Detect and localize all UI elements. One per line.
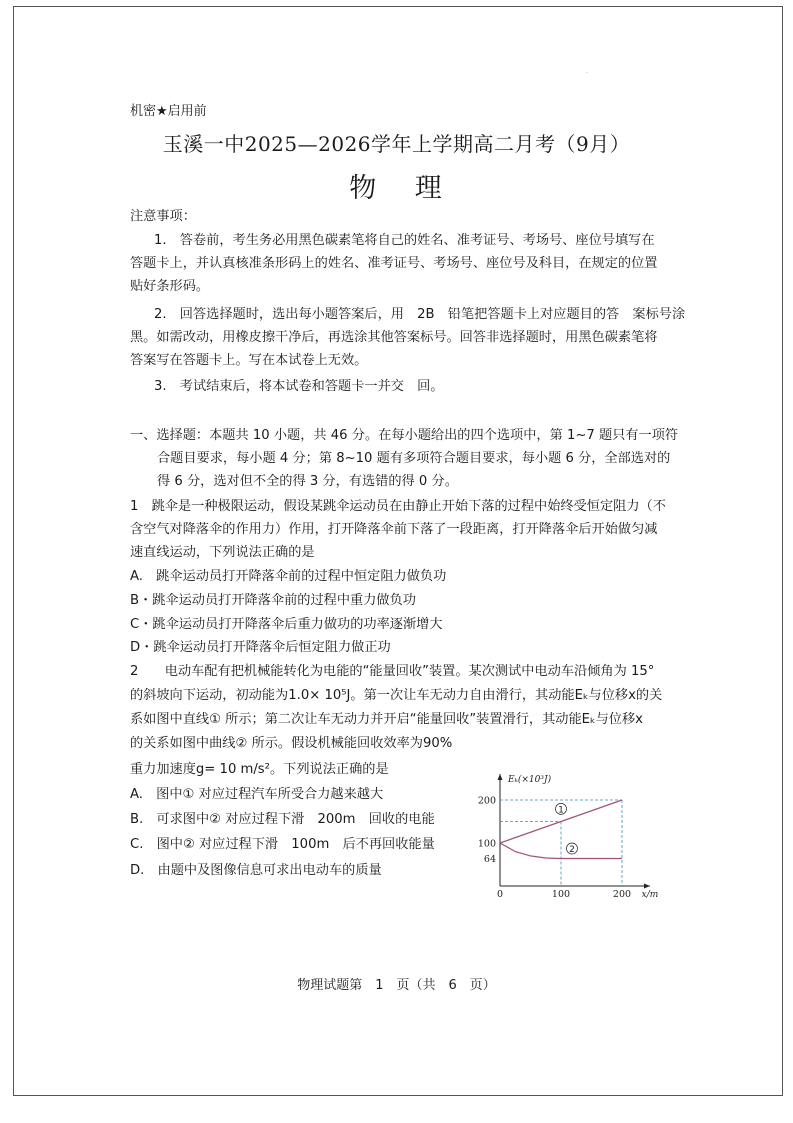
- x-tick-label: 200: [612, 889, 632, 898]
- question-1-stem: 1 跳伞是一种极限运动，假设某跳伞运动员在由静止开始下落的过程中始终受恒定阻力（不: [130, 499, 666, 514]
- exam-title: 玉溪一中2025—2026学年上学期高二月考（9月）: [162, 132, 631, 156]
- notice-line: 贴好条形码。: [130, 279, 210, 294]
- notice-line: 黑。如需改动，用橡皮擦干净后，再选涂其他答案标号。回答非选择题时，用黑色碳素笔将: [130, 330, 658, 345]
- y-tick-label: 100: [477, 838, 496, 850]
- y-tick-label: 64: [483, 853, 496, 865]
- notice-line: 答题卡上，并认真核准条形码上的姓名、准考证号、考场号、座位号及科目，在规定的位置: [130, 256, 658, 271]
- question-1-option-a: A. 跳伞运动员打开降落伞前的过程中恒定阻力做负功: [130, 569, 447, 584]
- notice-line: 3. 考试结束后，将本试卷和答题卡一并交 回。: [154, 379, 444, 394]
- question-1-option-d: D・跳伞运动员打开降落伞后恒定阻力做正功: [130, 640, 391, 655]
- series-label-2: 2: [569, 844, 575, 855]
- series-line-2: [500, 843, 622, 859]
- y-tick-label: 200: [477, 795, 496, 807]
- question-2-stem: 的关系如图中曲线② 所示。假设机械能回收效率为90%: [130, 736, 453, 751]
- notice-line: 2. 回答选择题时，选出每小题答案后，用 2B 铅笔把答题卡上对应题目的答 案标号涂: [154, 307, 686, 322]
- question-2-option-a: A. 图中① 对应过程汽车所受合力越来越大: [130, 787, 384, 802]
- scan-dot: ·: [586, 70, 588, 77]
- energy-displacement-chart: [470, 768, 670, 898]
- page-footer: 物理试题第 1 页（共 6 页）: [297, 978, 496, 993]
- subject-title: 物 理: [349, 173, 444, 204]
- section-intro-line: 得 6 分，选对但不全的得 3 分，有选错的得 0 分。: [157, 474, 458, 489]
- question-2-stem: 的斜坡向下运动，初动能为1.0× 10⁵J。第一次让车无动力自由滑行，其动能Eₖ与位移x的关: [130, 688, 663, 703]
- x-axis-label: x/m: [641, 890, 659, 898]
- y-axis-arrow: [498, 774, 503, 780]
- question-1-option-b: B・跳伞运动员打开降落伞前的过程中重力做负功: [130, 593, 416, 608]
- question-2-option-c: C. 图中② 对应过程下滑 100m 后不再回收能量: [130, 837, 435, 852]
- x-axis-arrow: [644, 884, 650, 889]
- section-intro-line: 合题目要求，每小题 4 分；第 8~10 题有多项符合题目要求，每小题 6 分，全部选对的: [157, 451, 671, 466]
- question-2-stem: 2 电动车配有把机械能转化为电能的“能量回收”装置。某次测试中电动车沿倾角为 15°: [130, 664, 655, 679]
- series-label-1: 1: [558, 805, 564, 816]
- question-2-option-b: B. 可求图中② 对应过程下滑 200m 回收的电能: [130, 812, 435, 827]
- question-2-stem: 重力加速度g= 10 m/s²。下列说法正确的是: [130, 762, 389, 777]
- question-2-stem: 系如图中直线① 所示；第二次让车无动力并开启“能量回收”装置滑行，其动能Eₖ与位移x: [130, 712, 643, 727]
- notice-heading: 注意事项：: [130, 209, 196, 224]
- confidential-label: 机密★启用前: [130, 104, 207, 119]
- question-1-stem: 含空气对降落伞的作用力）作用，打开降落伞前下落了一段距离，打开降落伞后开始做匀减: [130, 522, 658, 537]
- x-tick-label: 100: [551, 889, 571, 898]
- question-1-option-c: C・跳伞运动员打开降落伞后重力做功的功率逐渐增大: [130, 617, 443, 632]
- notice-line: 答案写在答题卡上。写在本试卷上无效。: [130, 353, 368, 368]
- question-2-option-d: D. 由题中及图像信息可求出电动车的质量: [130, 863, 382, 878]
- notice-line: 1. 答卷前，考生务必用黑色碳素笔将自己的姓名、准考证号、考场号、座位号填写在: [154, 233, 655, 248]
- x-tick-label: 0: [496, 889, 504, 898]
- section-intro-line: 一、选择题：本题共 10 小题，共 46 分。在每小题给出的四个选项中，第 1~7 题只有一项符: [130, 428, 679, 443]
- y-axis-label: Eₖ(×10³J): [508, 775, 552, 785]
- question-1-stem: 速直线运动，下列说法正确的是: [130, 545, 315, 560]
